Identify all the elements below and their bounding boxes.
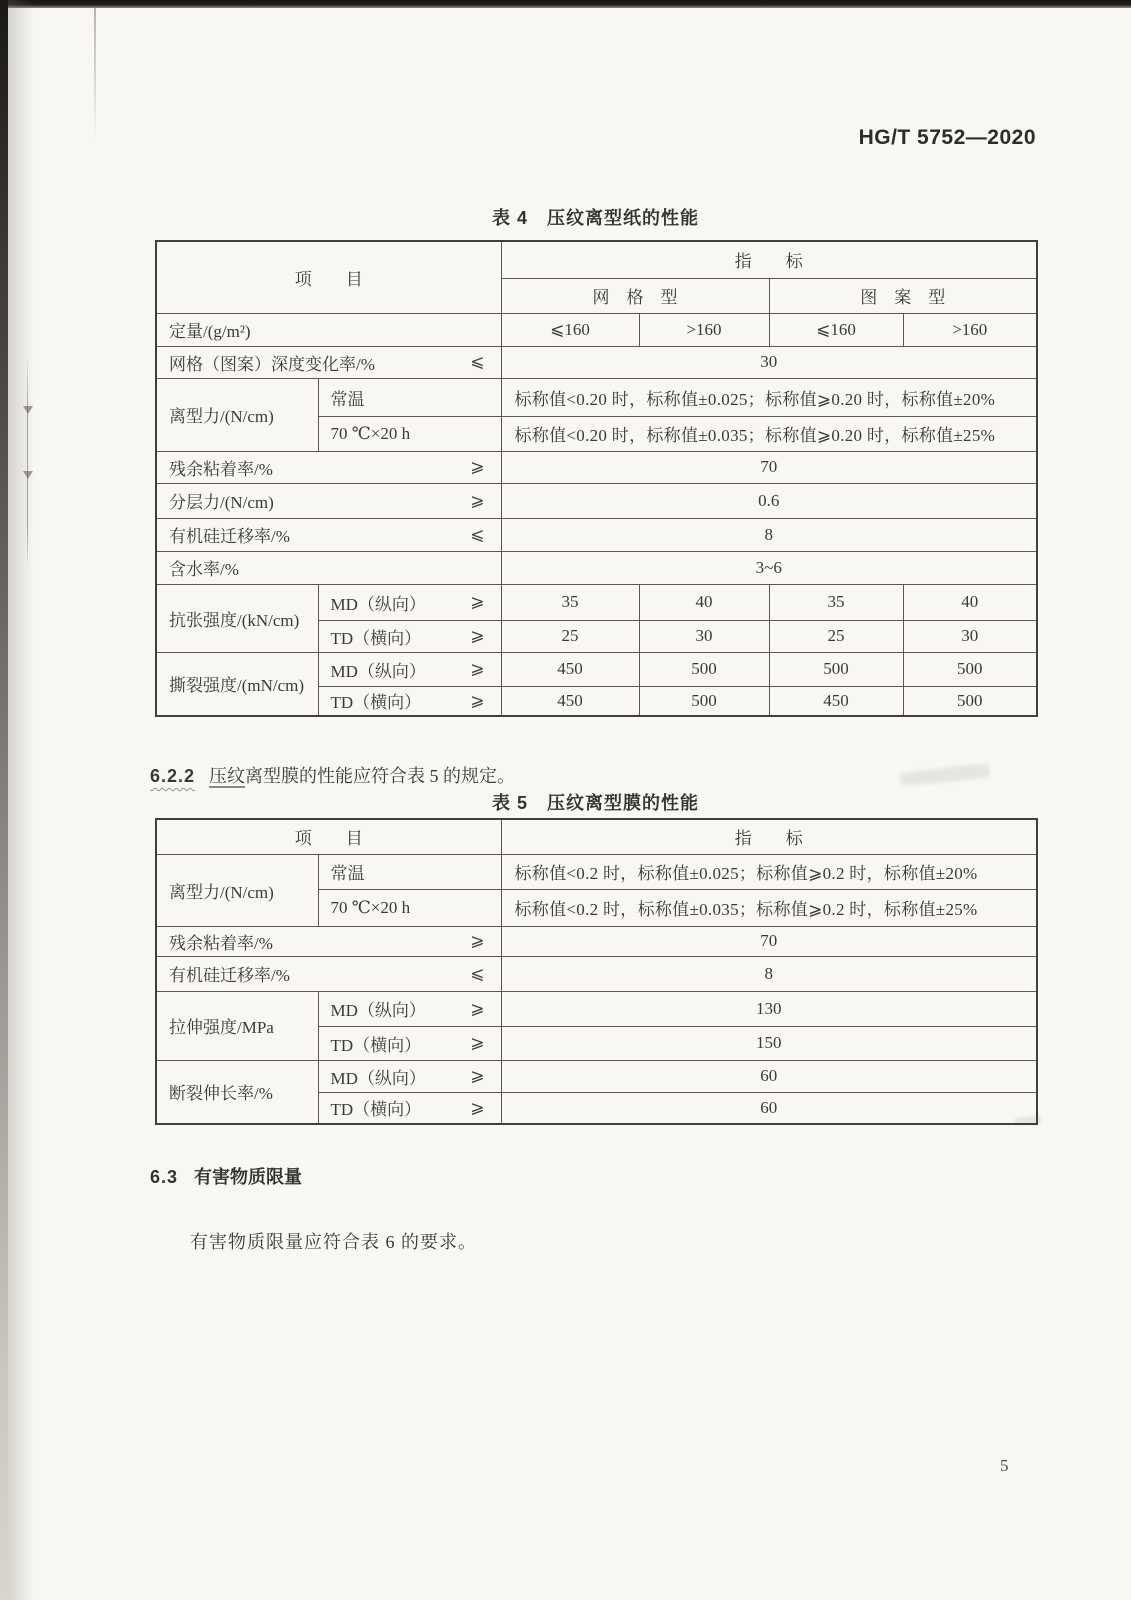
greater-equal-op: ⩾ [470,998,485,1018]
t4-r8-v11: 35 [501,584,639,620]
t4-r5-value: 0.6 [501,483,1037,518]
table-row [156,991,1037,1026]
t5-r5-sub2: TD（横向） ⩾ [318,1092,501,1124]
scan-crease-line [94,8,96,143]
t5-r4-item: 拉伸强度/MPa [156,991,318,1060]
t5-r5-sub1: MD（纵向） ⩾ [318,1060,501,1092]
t4-r9-v13: 500 [769,652,903,686]
fold-mark-line [27,355,28,570]
t4-r1-v1: ⩽160 [501,313,639,346]
t4-r4-item: 残余粘着率/% ⩾ [156,451,501,483]
t5-r1-val2: 标称值<0.2 时，标称值±0.035；标称值⩾0.2 时，标称值±25% [501,889,1037,926]
t4-r3-val1: 标称值<0.20 时，标称值±0.025；标称值⩾0.20 时，标称值±20% [501,378,1037,416]
t5-r1-item: 离型力/(N/cm) [156,854,318,926]
less-equal-op: ⩽ [470,352,485,371]
table-row [156,518,1037,551]
greater-equal-op: ⩾ [470,626,485,645]
page-number: 5 [1000,1456,1009,1475]
table4-caption: 表 4 压纹离型纸的性能 [491,208,699,228]
table-row [156,378,1037,416]
t5-r4-sub2: TD（横向） ⩾ [318,1026,501,1060]
t4-r8-v13: 35 [769,584,903,620]
table5-embossed-release-film-performance [155,818,1038,1125]
table-row [156,819,1037,854]
t4-r6-value: 8 [501,518,1037,551]
t4-header-item: 项 目 [156,241,501,313]
table-row [156,956,1037,991]
t5-r4-v2: 150 [501,1026,1037,1060]
t4-r1-item: 定量/(g/m²) [156,313,501,346]
scan-left-edge [0,0,8,1600]
t4-r9-v21: 450 [501,686,639,716]
greater-equal-op: ⩾ [470,1097,485,1117]
section-title: 有害物质限量 [194,1167,303,1187]
t4-r3-item: 离型力/(N/cm) [156,378,318,451]
clause-lead-text: 压纹 [209,766,246,786]
table-row [156,483,1037,518]
t4-r8-v12: 40 [639,584,769,620]
greater-equal-op: ⩾ [470,931,485,950]
t4-r3-sub1: 常温 [318,378,501,416]
t4-r9-v11: 450 [501,652,639,686]
t4-r8-sub2: TD（横向） ⩾ [318,620,501,652]
clause-number: 6.3 [150,1167,179,1187]
section-6-3-heading [150,1163,302,1189]
t4-r9-v14: 500 [903,652,1037,686]
table-row [156,551,1037,584]
t4-r1-v3: ⩽160 [769,313,903,346]
less-equal-op: ⩽ [470,963,485,983]
t5-r4-sub1: MD（纵向） ⩾ [318,991,501,1026]
t4-r5-item: 分层力/(N/cm) ⩾ [156,483,501,518]
t5-r5-item: 断裂伸长率/% [156,1060,318,1124]
t5-header-item: 项 目 [156,819,501,854]
t4-r7-value: 3~6 [501,551,1037,584]
t4-header-grid-type: 网 格 型 [501,278,769,313]
table-row [156,584,1037,620]
pencil-smudge [899,762,990,790]
t5-r3-item: 有机硅迁移率/% ⩽ [156,956,501,991]
t4-r9-sub1: MD（纵向） ⩾ [318,652,501,686]
t4-r3-sub2: 70 ℃×20 h [318,416,501,451]
t5-r5-v1: 60 [501,1060,1037,1092]
t4-r9-v23: 450 [769,686,903,716]
greater-equal-op: ⩾ [470,490,485,510]
t4-r9-v12: 500 [639,652,769,686]
table-row [156,346,1037,378]
table5-caption: 表 5 压纹离型膜的性能 [491,793,699,813]
scan-top-edge [0,0,1131,8]
t4-r8-v21: 25 [501,620,639,652]
greater-equal-op: ⩾ [470,1033,485,1052]
t4-r9-v24: 500 [903,686,1037,716]
greater-equal-op: ⩾ [470,690,485,710]
t5-r5-v2: 60 [501,1092,1037,1124]
fold-mark-icon [23,471,33,479]
t4-r4-value: 70 [501,451,1037,483]
t4-r8-sub1: MD（纵向） ⩾ [318,584,501,620]
t4-r9-v22: 500 [639,686,769,716]
t4-r9-item: 撕裂强度/(mN/cm) [156,652,318,716]
clause-number: 6.2.2 [150,766,196,786]
t4-r8-v14: 40 [903,584,1037,620]
table4-embossed-release-paper-performance [155,240,1038,717]
t5-header-indicator: 指 标 [501,819,1037,854]
greater-equal-op: ⩾ [470,1066,485,1085]
greater-equal-op: ⩾ [470,659,485,678]
t5-r1-sub1: 常温 [318,854,501,889]
t4-r8-item: 抗张强度/(kN/cm) [156,584,318,652]
greater-equal-op: ⩾ [470,592,485,611]
table-row [156,1060,1037,1092]
t4-r2-item: 网格（图案）深度变化率/% ⩽ [156,346,501,378]
clause-text: 离型膜的性能应符合表 5 的规定。 [245,766,516,786]
less-equal-op: ⩽ [470,524,485,544]
table-row [156,926,1037,956]
table-row [156,313,1037,346]
t5-r4-v1: 130 [501,991,1037,1026]
scan-left-shade [8,0,34,1600]
t5-r3-value: 8 [501,956,1037,991]
table-row [156,854,1037,889]
table-row [156,451,1037,483]
fold-mark-icon [23,406,33,414]
standard-code: HG/T 5752—2020 [858,126,1036,149]
t4-r1-v4: >160 [903,313,1037,346]
t5-r2-value: 70 [501,926,1037,956]
clause-6-2-2 [150,762,515,788]
t4-r8-v22: 30 [639,620,769,652]
t4-r7-item: 含水率/% [156,551,501,584]
t4-header-indicator: 指 标 [501,241,1037,278]
section-6-3-body: 有害物质限量应符合表 6 的要求。 [190,1232,477,1252]
t4-r6-item: 有机硅迁移率/% ⩽ [156,518,501,551]
t4-r8-v23: 25 [769,620,903,652]
t4-r3-val2: 标称值<0.20 时，标称值±0.035；标称值⩾0.20 时，标称值±25% [501,416,1037,451]
t4-r1-v2: >160 [639,313,769,346]
greater-equal-op: ⩾ [470,457,485,476]
t4-r2-value: 30 [501,346,1037,378]
t5-r1-sub2: 70 ℃×20 h [318,889,501,926]
t4-header-pattern-type: 图 案 型 [769,278,1037,313]
t4-r8-v24: 30 [903,620,1037,652]
t4-r9-sub2: TD（横向） ⩾ [318,686,501,716]
t5-r1-val1: 标称值<0.2 时，标称值±0.025；标称值⩾0.2 时，标称值±20% [501,854,1037,889]
table-row [156,241,1037,278]
t5-r2-item: 残余粘着率/% ⩾ [156,926,501,956]
table-row [156,652,1037,686]
